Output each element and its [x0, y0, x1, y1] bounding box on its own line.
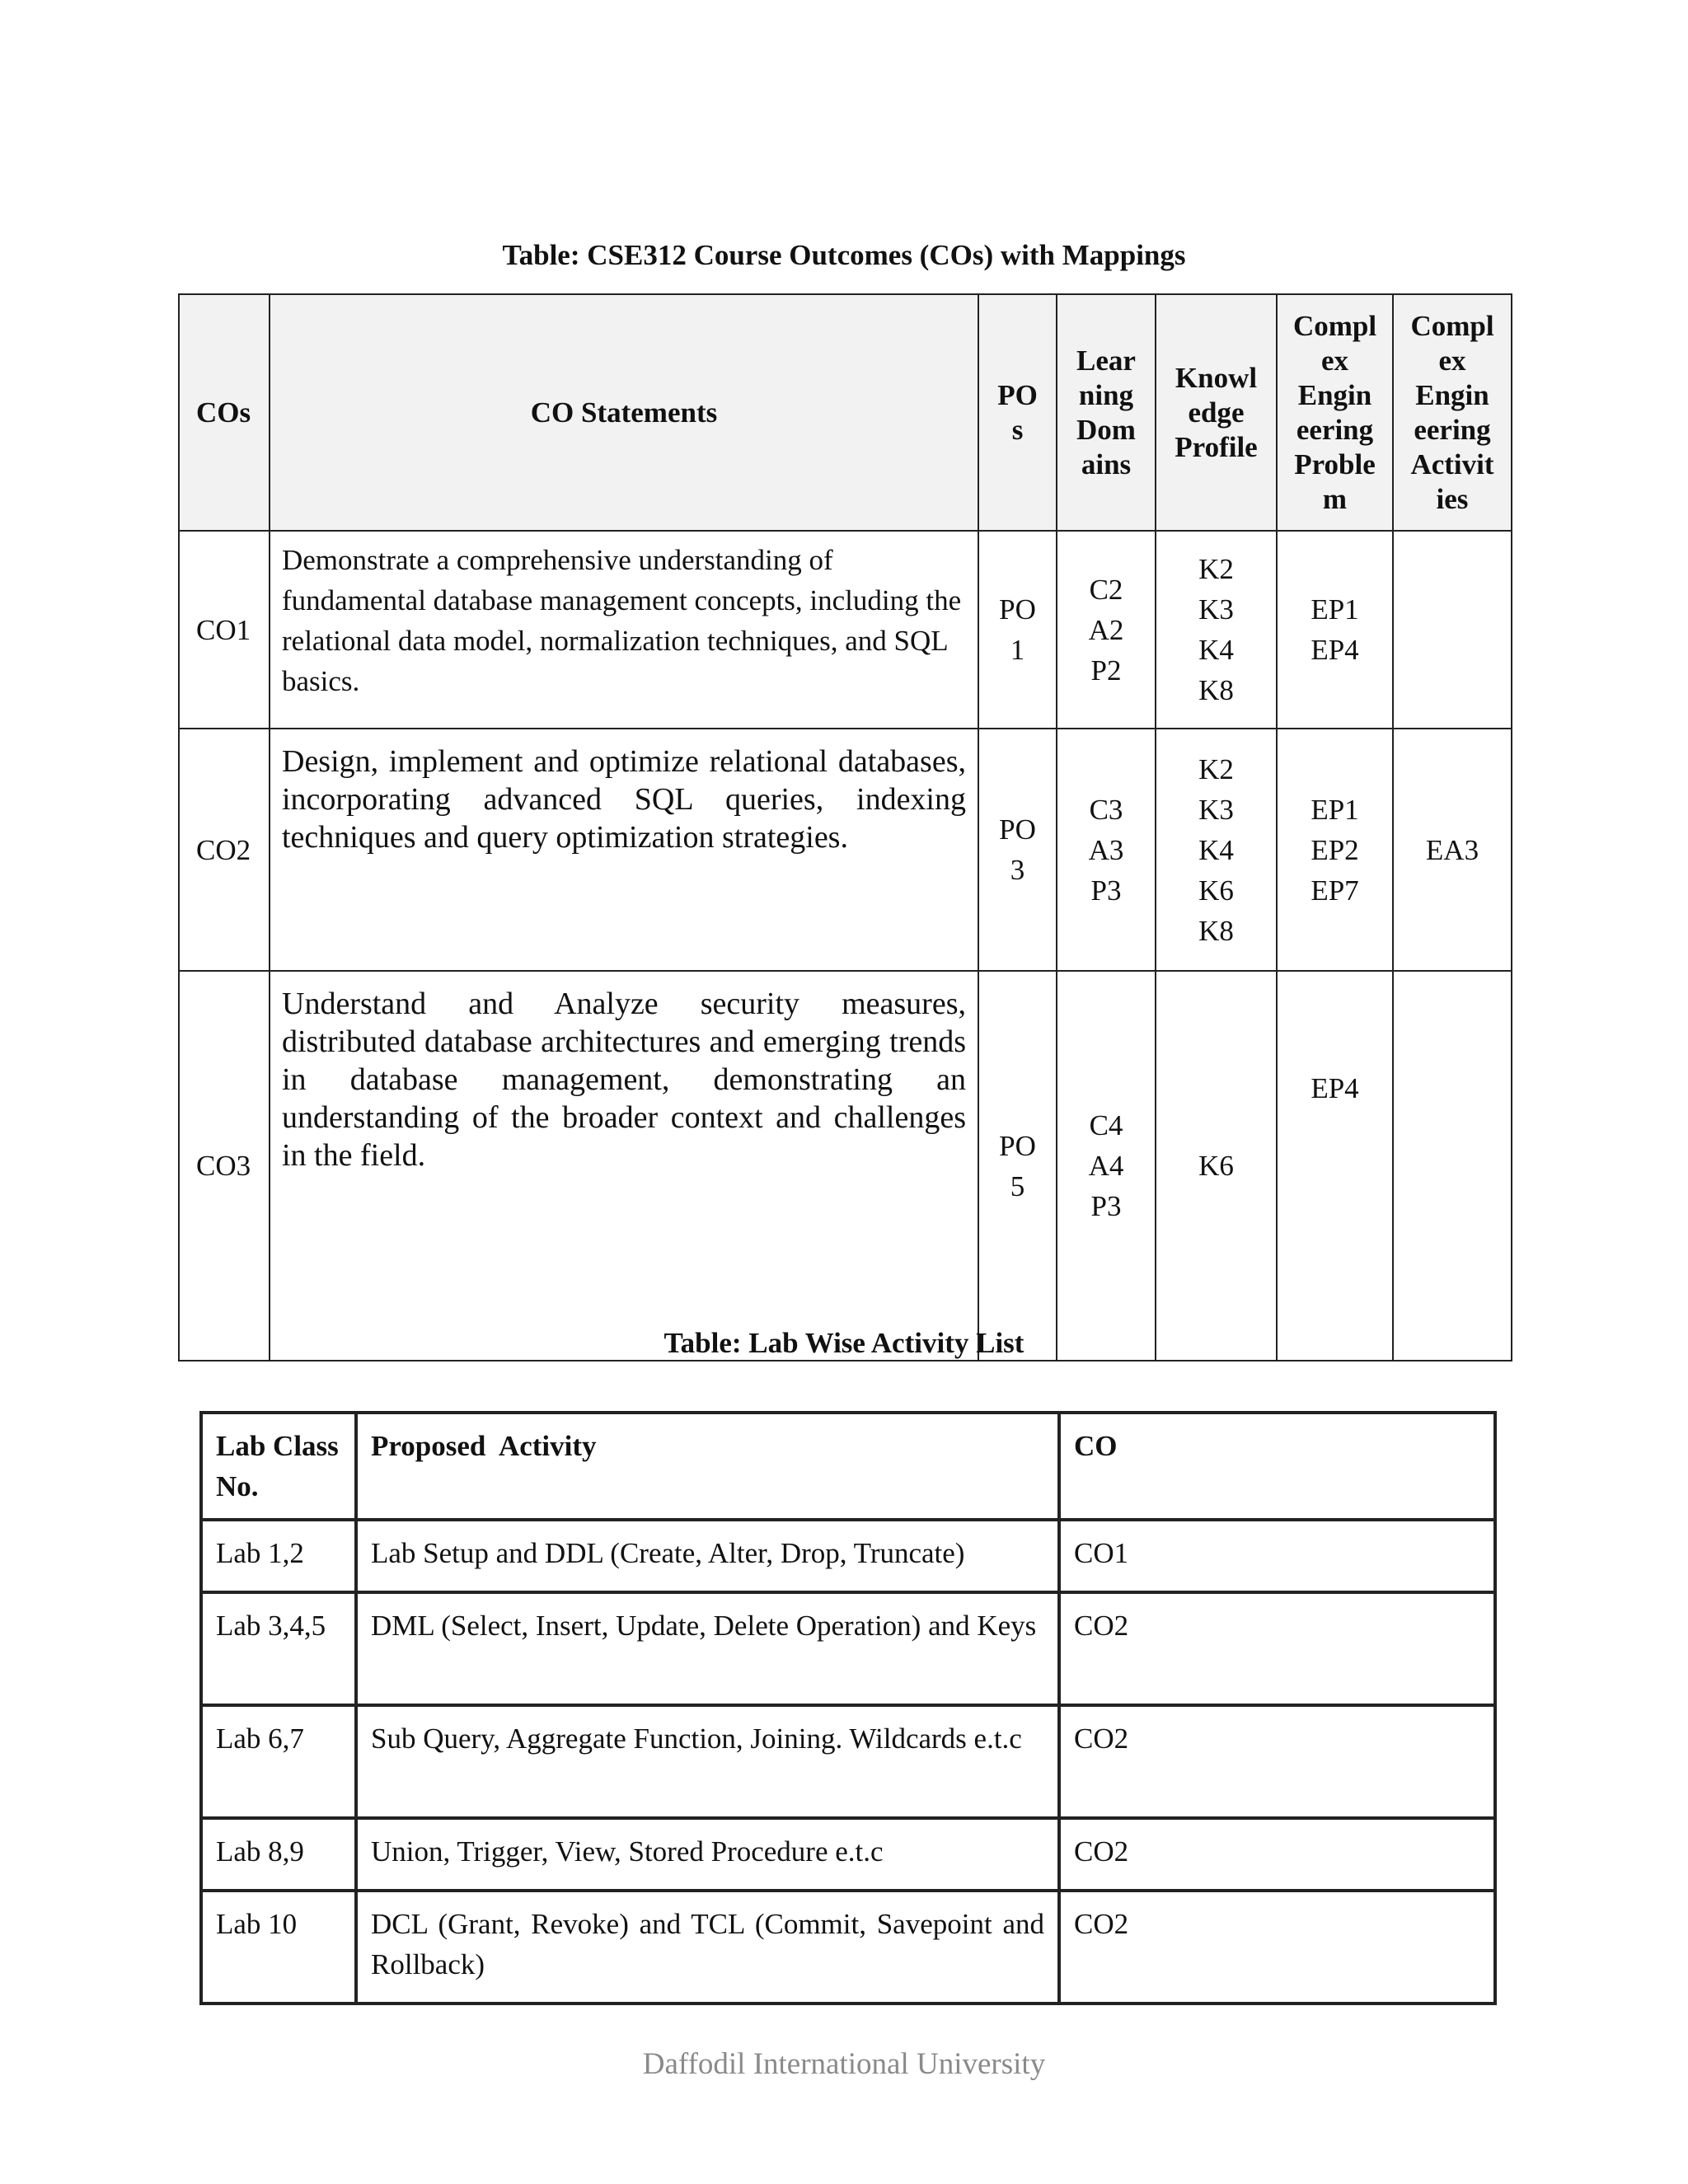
co-cell: CO2 [1059, 1818, 1495, 1891]
co-cell: CO2 [1059, 1705, 1495, 1818]
po-cell [978, 971, 1057, 1361]
cell-line: C3 [1089, 793, 1123, 826]
header-lab-class-no: Lab Class No. [201, 1413, 356, 1520]
header-co-statements: CO Statements [270, 294, 978, 531]
cell-line: eering [1414, 413, 1491, 446]
cell-line: EA3 [1425, 833, 1479, 866]
header-complex-engineering-problem [1277, 294, 1393, 531]
cell-line: Dom [1076, 413, 1136, 446]
cell-line: m [1322, 482, 1348, 515]
co-table-caption: Table: CSE312 Course Outcomes (COs) with Mappings [502, 239, 1186, 271]
table-row [201, 1818, 1495, 1891]
learning-domain-cell [1057, 531, 1156, 729]
cell-line: PO [999, 1129, 1036, 1162]
cell-line: PO [999, 593, 1036, 626]
complex-activity-cell [1393, 971, 1512, 1361]
lab-class-cell: Lab 3,4,5 [201, 1592, 356, 1705]
lab-class-cell: Lab 8,9 [201, 1818, 356, 1891]
cell-line: Engin [1415, 378, 1489, 411]
header-learning-domains [1057, 294, 1156, 531]
activity-cell: Lab Setup and DDL (Create, Alter, Drop, Truncate) [356, 1520, 1059, 1592]
table-row [201, 1891, 1495, 2004]
complex-activity-cell [1393, 729, 1512, 971]
cell-line: K3 [1198, 793, 1234, 826]
co-id: CO1 [179, 531, 270, 729]
cell-line: EP7 [1311, 874, 1359, 907]
lab-class-cell: Lab 10 [201, 1891, 356, 2004]
cell-line: K4 [1198, 833, 1234, 866]
co-cell: CO2 [1059, 1891, 1495, 2004]
learning-domain-cell [1057, 971, 1156, 1361]
activity-cell: DCL (Grant, Revoke) and TCL (Commit, Savepoint and Rollback) [356, 1891, 1059, 2004]
header-knowledge-profile [1156, 294, 1277, 531]
co-cell: CO1 [1059, 1520, 1495, 1592]
co-mapping-table [178, 293, 1512, 1361]
table-row [179, 531, 1512, 729]
complex-problem-cell [1277, 971, 1393, 1361]
cell-line: edge [1188, 396, 1245, 429]
knowledge-profile-cell [1156, 971, 1277, 1361]
cell-line: Knowl [1175, 361, 1258, 394]
cell-line: Profile [1175, 430, 1258, 463]
cell-line: K8 [1198, 674, 1234, 706]
cell-line: Activit [1410, 448, 1494, 480]
cell-line: ex [1438, 344, 1466, 377]
cell-line: PO [997, 378, 1038, 411]
po-cell [978, 531, 1057, 729]
cell-line: Compl [1292, 309, 1377, 342]
complex-activity-cell [1393, 531, 1512, 729]
cell-line: Proble [1294, 448, 1376, 480]
cell-line: EP1 [1311, 793, 1359, 826]
cell-line: ies [1436, 482, 1469, 515]
co-id: CO3 [179, 971, 270, 1361]
learning-domain-cell [1057, 729, 1156, 971]
cell-line: K2 [1198, 752, 1234, 785]
cell-line: EP4 [1311, 634, 1359, 666]
cell-line: EP2 [1311, 833, 1359, 866]
cell-line: C2 [1089, 573, 1123, 606]
cell-line: Engin [1297, 378, 1372, 411]
cell-line: K4 [1198, 634, 1234, 666]
cell-line: Lear [1076, 344, 1136, 377]
cell-line: P3 [1090, 1190, 1122, 1222]
lab-class-cell: Lab 1,2 [201, 1520, 356, 1592]
complex-problem-cell [1277, 531, 1393, 729]
cell-line: P3 [1090, 874, 1122, 907]
lab-activity-table [199, 1411, 1497, 2005]
header-complex-engineering-activities [1393, 294, 1512, 531]
lab-table-caption: Table: Lab Wise Activity List [663, 1327, 1025, 1359]
table-row [179, 729, 1512, 971]
header-cos: COs [179, 294, 270, 531]
cell-line: s [1011, 413, 1024, 446]
cell-line: ning [1078, 378, 1134, 411]
cell-line: K6 [1198, 874, 1234, 907]
cell-line: ex [1320, 344, 1349, 377]
co-statement: Design, implement and optimize relational databases, incorporating advanced SQL queries, indexing techniques and query optimization strategies. [270, 729, 978, 971]
header-pos [978, 294, 1057, 531]
cell-line: 3 [1010, 854, 1025, 886]
cell-line: PO [999, 813, 1036, 846]
cell-line: ains [1081, 448, 1132, 480]
cell-line: K3 [1198, 593, 1234, 626]
table-row [201, 1592, 1495, 1705]
co-cell: CO2 [1059, 1592, 1495, 1705]
footer-university-name: Daffodil International University [642, 2047, 1046, 2081]
cell-line: A2 [1088, 613, 1124, 646]
table-row [179, 971, 1512, 1361]
lab-class-cell: Lab 6,7 [201, 1705, 356, 1818]
activity-cell: DML (Select, Insert, Update, Delete Operation) and Keys [356, 1592, 1059, 1705]
co-id: CO2 [179, 729, 270, 971]
co-table-header-row [179, 294, 1512, 531]
complex-problem-cell [1277, 729, 1393, 971]
cell-line: Compl [1410, 309, 1494, 342]
activity-cell: Sub Query, Aggregate Function, Joining. Wildcards e.t.c [356, 1705, 1059, 1818]
cell-line: EP4 [1311, 1072, 1359, 1104]
cell-line: A3 [1088, 833, 1124, 866]
cell-line: K6 [1198, 1150, 1234, 1182]
activity-cell: Union, Trigger, View, Stored Procedure e.t.c [356, 1818, 1059, 1891]
co-statement: Understand and Analyze security measures, distributed database architectures and emerging trends in database management, demonstrating an understanding of the broader context and challenges in the field. [270, 971, 978, 1361]
cell-line: C4 [1089, 1109, 1123, 1141]
table-row [201, 1520, 1495, 1592]
po-cell [978, 729, 1057, 971]
cell-line: 1 [1010, 634, 1025, 666]
knowledge-profile-cell [1156, 531, 1277, 729]
cell-line: K2 [1198, 553, 1234, 585]
cell-line: EP1 [1311, 593, 1359, 626]
header-proposed-activity: Proposed Activity [356, 1413, 1059, 1520]
cell-line: P2 [1090, 654, 1122, 687]
cell-line: A4 [1088, 1150, 1124, 1182]
cell-line: eering [1296, 413, 1374, 446]
table-row [201, 1705, 1495, 1818]
co-statement: Demonstrate a comprehensive understanding of fundamental database management concepts, including the relational data model, normalization techniques, and SQL basics. [270, 531, 978, 729]
cell-line: 5 [1010, 1169, 1025, 1202]
lab-table-header-row [201, 1413, 1495, 1520]
header-co: CO [1059, 1413, 1495, 1520]
knowledge-profile-cell [1156, 729, 1277, 971]
cell-line: K8 [1198, 914, 1234, 947]
